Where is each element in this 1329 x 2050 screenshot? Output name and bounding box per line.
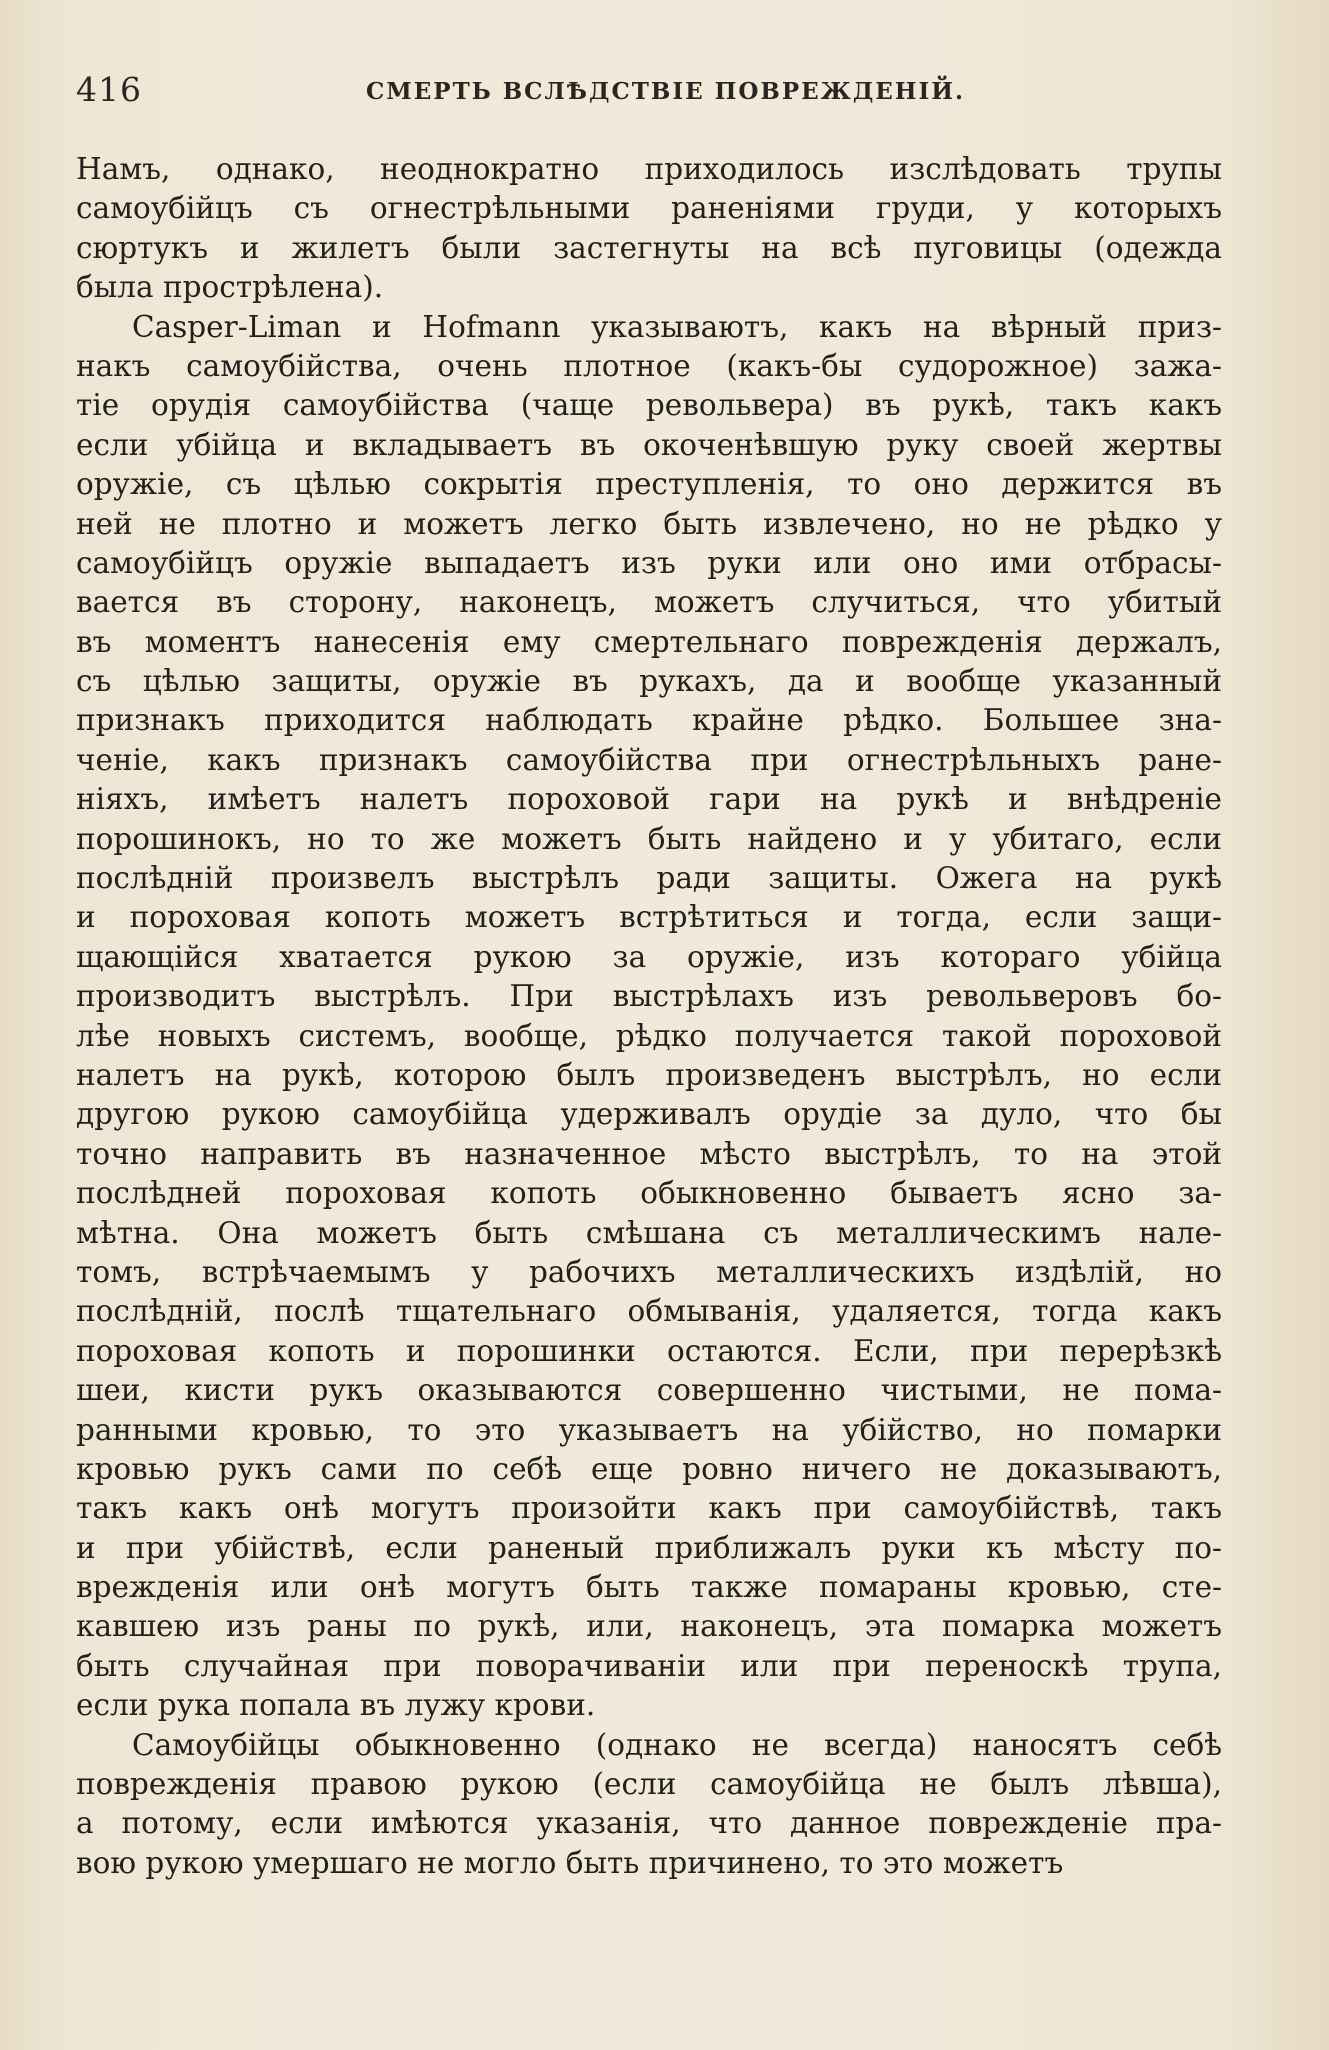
text-line: такъ какъ онѣ могутъ произойти какъ при самоубійствѣ, такъ xyxy=(76,1491,1222,1526)
text-line: и пороховая копоть можетъ встрѣтиться и тогда, если защи- xyxy=(76,900,1222,935)
text-line: щающійся хватается рукою за оружіе, изъ котораго убійца xyxy=(76,939,1222,974)
text-line: ней не плотно и можетъ легко быть извлечено, но не рѣдко у xyxy=(76,506,1222,541)
paragraph xyxy=(76,1726,1222,1884)
text-line: ченіе, какъ признакъ самоубійства при огнестрѣльныхъ ране- xyxy=(76,742,1222,777)
page-header xyxy=(76,70,1222,114)
text-line: признакъ приходится наблюдать крайне рѣдко. Большее зна- xyxy=(76,703,1222,738)
text-line: поврежденія правою рукою (если самоубійца не былъ лѣвша), xyxy=(76,1767,1222,1802)
text-line: томъ, встрѣчаемымъ у рабочихъ металлическихъ издѣлій, но xyxy=(76,1254,1222,1289)
text-line: другою рукою самоубійца удерживалъ орудіе за дуло, что бы xyxy=(76,1097,1222,1132)
text-line: порошинокъ, но то же можетъ быть найдено и у убитаго, если xyxy=(76,821,1222,856)
text-line: если убійца и вкладываетъ въ окоченѣвшую руку своей жертвы xyxy=(76,427,1222,462)
text-line: если рука попала въ лужу крови. xyxy=(76,1688,596,1723)
text-line: врежденія или онѣ могутъ быть также помараны кровью, сте- xyxy=(76,1570,1222,1605)
paragraph xyxy=(76,308,1222,1726)
text-line: Намъ, однако, неоднократно приходилось изслѣдовать трупы xyxy=(76,152,1222,186)
page-number: 416 xyxy=(76,70,142,109)
text-line: кавшею изъ раны по рукѣ, или, наконецъ, эта помарка можетъ xyxy=(76,1609,1222,1644)
text-line: пороховая копоть и порошинки остаются. Если, при перерѣзкѣ xyxy=(76,1333,1222,1368)
text-line: шеи, кисти рукъ оказываются совершенно чистыми, не пома- xyxy=(76,1373,1222,1408)
text-line: самоубійцъ съ огнестрѣльными раненіями груди, у которыхъ xyxy=(76,191,1222,226)
body-text xyxy=(76,150,1222,1883)
text-line: тіе орудія самоубійства (чаще револьвера) въ рукѣ, такъ какъ xyxy=(76,388,1222,423)
text-line: послѣдней пороховая копоть обыкновенно бываетъ ясно за- xyxy=(76,1176,1222,1211)
text-line: накъ самоубійства, очень плотное (какъ-бы судорожное) зажа- xyxy=(76,348,1222,383)
text-line: кровью рукъ сами по себѣ еще ровно ничего не доказываютъ, xyxy=(76,1451,1222,1486)
text-line: оружіе, съ цѣлью сокрытія преступленія, то оно держится въ xyxy=(76,467,1222,502)
text-line: въ моментъ нанесенія ему смертельнаго поврежденія держалъ, xyxy=(76,624,1222,659)
text-line: быть случайная при поворачиваніи или при переноскѣ трупа, xyxy=(76,1648,1222,1683)
text-line: была прострѣлена). xyxy=(76,270,384,305)
text-line: послѣдній, послѣ тщательнаго обмыванія, удаляется, тогда какъ xyxy=(76,1294,1222,1329)
text-line: налетъ на рукѣ, которою былъ произведенъ выстрѣлъ, но если xyxy=(76,1057,1222,1092)
text-line: послѣдній произвелъ выстрѣлъ ради защиты. Ожега на рукѣ xyxy=(76,861,1222,896)
text-line: производитъ выстрѣлъ. При выстрѣлахъ изъ револьверовъ бо- xyxy=(76,979,1222,1014)
text-line: ранными кровью, то это указываетъ на убійство, но помарки xyxy=(76,1412,1222,1447)
text-line: самоубійцъ оружіе выпадаетъ изъ руки или оно ими отбрасы- xyxy=(76,545,1222,580)
text-line: лѣе новыхъ системъ, вообще, рѣдко получается такой пороховой xyxy=(76,1018,1222,1053)
text-line: точно направить въ назначенное мѣсто выстрѣлъ, то на этой xyxy=(76,1136,1222,1171)
text-line: Casper-Liman и Hofmann указываютъ, какъ на вѣрный приз- xyxy=(132,309,1222,344)
text-line: Самоубійцы обыкновенно (однако не всегда) наносятъ себѣ xyxy=(132,1727,1222,1762)
text-line: и при убійствѣ, если раненый приближалъ руки къ мѣсту по- xyxy=(76,1530,1222,1565)
text-line: вою рукою умершаго не могло быть причинено, то это можетъ xyxy=(76,1845,1064,1880)
text-line: ніяхъ, имѣетъ налетъ пороховой гари на рукѣ и внѣдреніе xyxy=(76,782,1222,817)
text-line: мѣтна. Она можетъ быть смѣшана съ металлическимъ нале- xyxy=(76,1215,1222,1250)
text-line: съ цѣлью защиты, оружіе въ рукахъ, да и вообще указанный xyxy=(76,664,1222,699)
running-head: СМЕРТЬ ВСЛѢДСТВІЕ ПОВРЕЖДЕНІЙ. xyxy=(366,78,966,105)
text-line: сюртукъ и жилетъ были застегнуты на всѣ пуговицы (одежда xyxy=(76,230,1222,265)
paragraph xyxy=(76,150,1222,308)
text-line: вается въ сторону, наконецъ, можетъ случиться, что убитый xyxy=(76,585,1222,620)
text-line: а потому, если имѣются указанія, что данное поврежденіе пра- xyxy=(76,1806,1222,1841)
